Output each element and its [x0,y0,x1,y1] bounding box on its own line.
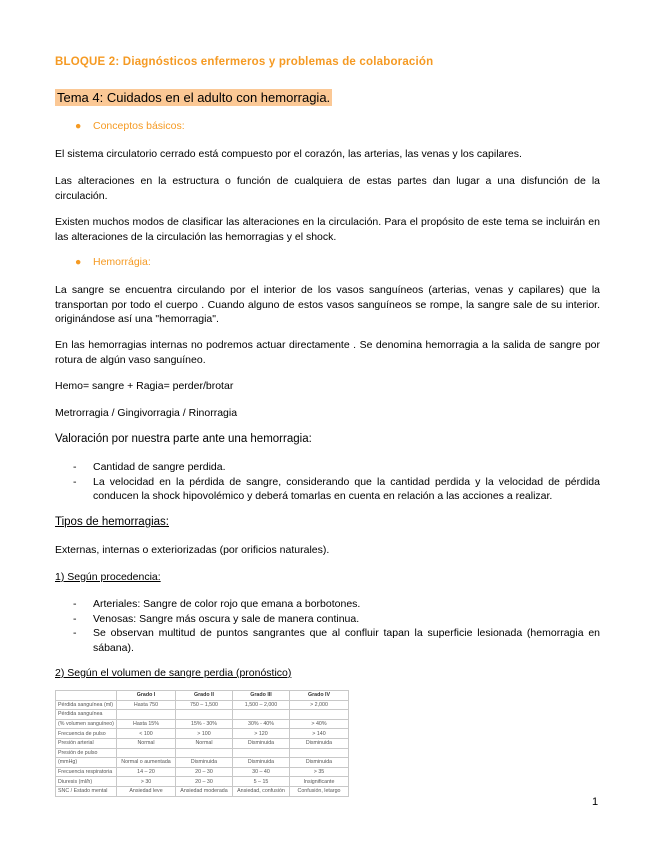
table-cell: Normal [117,738,176,748]
list-item-text: La velocidad en la pérdida de sangre, considerando que la cantidad perdida y la velocidad de pérdida conducen la shock hipovolémico y deberá tomarlas en cuenta en relación a las acciones a realizar. [93,475,600,502]
table-cell: > 140 [290,729,349,739]
table-cell: Hasta 15% [117,719,176,729]
table-row-label: Pérdida sanguínea [56,710,117,720]
table-cell: > 120 [233,729,290,739]
table-cell [233,710,290,720]
table-cell: 750 – 1,500 [176,700,233,710]
table-row [56,738,349,748]
valoracion-heading: Valoración por nuestra parte ante una hemorragia: [55,433,312,445]
table-cell [233,748,290,758]
list-item [55,612,600,627]
table-cell: Normal o aumentada [117,758,176,768]
table-cell: 14 – 20 [117,767,176,777]
table-cell: 15% - 30% [176,719,233,729]
bullet-icon: ● [75,120,82,132]
table-cell: 1,500 – 2,000 [233,700,290,710]
tema-title: Tema 4: Cuidados en el adulto con hemorragia. [57,90,331,105]
dash-bullet: - [73,598,77,610]
table-cell: < 100 [117,729,176,739]
table-header-cell: Grado IV [290,691,349,701]
table-cell: 30 – 40 [233,767,290,777]
table-cell: Insignificante [290,777,349,787]
table-cell [176,748,233,758]
paragraph: La sangre se encuentra circulando por el interior de los vasos sanguíneos (arterias, venas y capilares) que la transportan por todo el cuerpo . Cuando alguno de estos vasos sanguíneos se rompe, la sangre sale de su interior. originándose así una "hemorragia". [55,284,600,325]
table-header-cell [56,691,117,701]
volumen-heading: 2) Según el volumen de sangre perdia (pronóstico) [55,667,292,679]
table-cell: > 100 [176,729,233,739]
paragraph: Las alteraciones en la estructura o función de cualquiera de estas partes dan lugar a una disfunción de la circulación. [55,175,600,202]
table-cell: 30% - 40% [233,719,290,729]
table-row [56,719,349,729]
table-row-label: Frecuencia respiratoria [56,767,117,777]
table-row-label: (mmHg) [56,758,117,768]
section-heading-label: Conceptos básicos: [93,120,185,132]
table-row-label: (% volumen sanguíneo) [56,719,117,729]
table-cell [176,710,233,720]
paragraph: El sistema circulatorio cerrado está compuesto por el corazón, las arterias, las venas y los capilares. [55,148,522,160]
table-row [56,710,349,720]
table-cell: Ansiedad moderada [176,786,233,796]
table-header-row [56,691,349,701]
table-cell: Ansiedad leve [117,786,176,796]
table-cell: Normal [176,738,233,748]
table-header-cell: Grado III [233,691,290,701]
list-item [55,475,600,504]
list-item-text: Cantidad de sangre perdida. [93,461,226,473]
table-row [56,767,349,777]
grados-table-wrapper [55,690,349,797]
table-row [56,758,349,768]
valoracion-list [55,460,600,504]
list-item [55,460,600,475]
list-item [55,597,600,612]
table-cell [290,748,349,758]
table-cell: 5 – 15 [233,777,290,787]
table-header-cell: Grado I [117,691,176,701]
procedencia-heading: 1) Según procedencia: [55,571,161,583]
table-row-label: Diuresis (ml/h) [56,777,117,787]
table-row-label: Presión arterial [56,738,117,748]
table-row [56,729,349,739]
dash-bullet: - [73,627,77,639]
table-cell [290,710,349,720]
table-cell: 20 – 30 [176,767,233,777]
table-row-label: Pérdida sanguínea (ml) [56,700,117,710]
table-row [56,777,349,787]
list-item-text: Se observan multitud de puntos sangrantes que al confluir tapan la superficie lesionada (hemorragia en sábana). [93,627,600,654]
table-cell: Disminuida [290,758,349,768]
table-cell: > 2,000 [290,700,349,710]
section-heading-hemorragia [75,256,375,271]
bloque-heading: BLOQUE 2: Diagnósticos enfermeros y problemas de colaboración [55,56,434,68]
list-item-text: Venosas: Sangre más oscura y sale de manera continua. [93,612,360,625]
paragraph: En las hemorragias internas no podremos actuar directamente . Se denomina hemorragia a la salida de sangre por rotura de algún vaso sanguíneo. [55,339,600,366]
table-row [56,786,349,796]
table-row-label: SNC / Estado mental [56,786,117,796]
table-cell: Confusión, letargo [290,786,349,796]
table-cell: Disminuida [233,758,290,768]
table-row-label: Frecuencia de pulso [56,729,117,739]
list-item [55,626,600,655]
bullet-icon: ● [75,256,82,268]
table-header-cell: Grado II [176,691,233,701]
table-cell [117,748,176,758]
table-cell: Disminuida [233,738,290,748]
table-cell: Ansiedad, confusión [233,786,290,796]
section-heading-label: Hemorrágia: [93,256,151,268]
paragraph: Externas, internas o exteriorizadas (por orificios naturales). [55,544,330,556]
table-cell: > 30 [117,777,176,787]
list-item-text: Arteriales: Sangre de color rojo que emana a borbotones. [93,598,361,610]
table-cell [117,710,176,720]
table-row [56,700,349,710]
dash-bullet: - [73,461,77,473]
table-cell: > 35 [290,767,349,777]
table-row-label: Presión de pulso [56,748,117,758]
table-cell: Disminuida [290,738,349,748]
dash-bullet: - [73,475,77,488]
paragraph: Existen muchos modos de clasificar las alteraciones en la circulación. Para el propósito de este tema se incluirán en las alteraciones de la circulación las hemorragias y el shock. [55,216,600,243]
table-cell: Hasta 750 [117,700,176,710]
table-row [56,748,349,758]
paragraph: Metrorragia / Gingivorragia / Rinorragia [55,407,238,419]
grados-table [55,690,349,797]
page-number: 1 [592,796,599,808]
procedencia-list [55,597,600,655]
table-cell: > 40% [290,719,349,729]
table-cell: Disminuida [176,758,233,768]
dash-bullet: - [73,612,77,625]
paragraph: Hemo= sangre + Ragia= perder/brotar [55,380,234,392]
table-cell: 20 – 30 [176,777,233,787]
section-heading-conceptos [75,120,375,135]
tipos-heading: Tipos de hemorragias: [55,516,169,528]
